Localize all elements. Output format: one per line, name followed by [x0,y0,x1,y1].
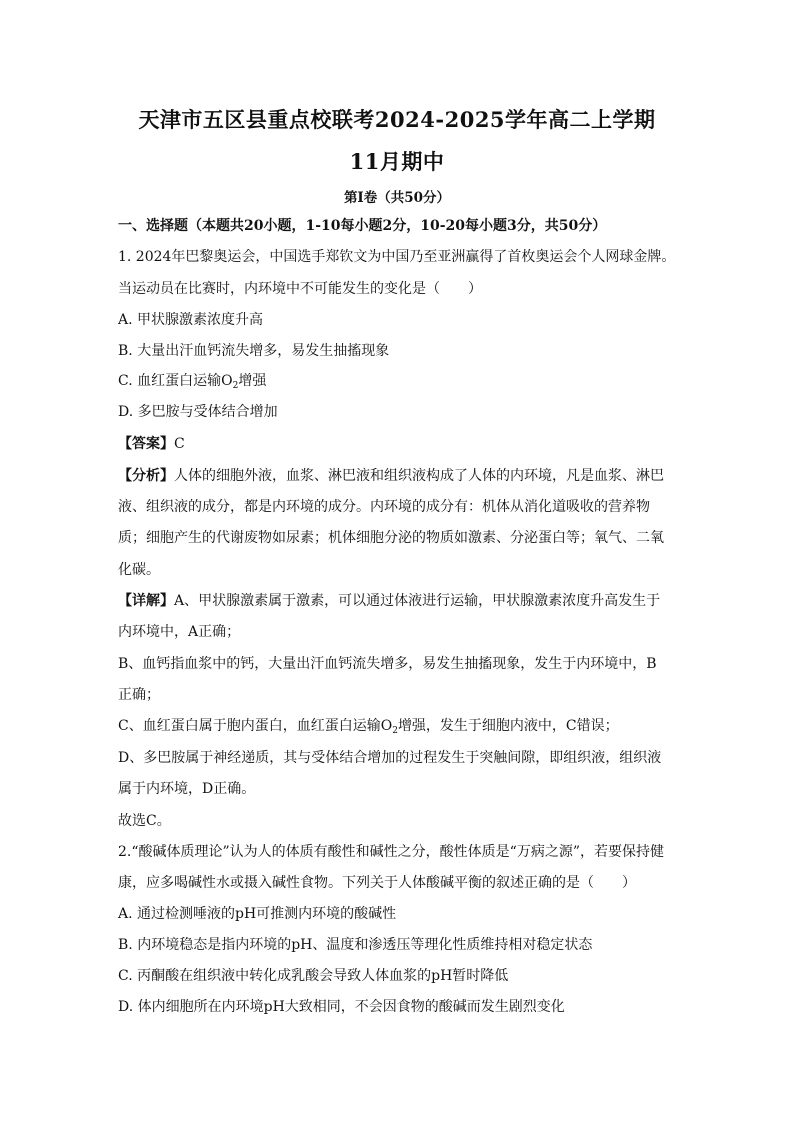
q1-stem-line2: 当运动员在比赛时，内环境中不可能发生的变化是（ ） [118,281,482,297]
document-title-line1: 天津市五区县重点校联考2024-2025学年高二上学期 [138,107,656,132]
q1-option-c-subscript: 2 [232,381,239,391]
detail-text: A、甲状腺激素属于激素，可以通过体液进行运输，甲状腺激素浓度升高发生于 [174,593,661,609]
q1-option-c [118,371,678,391]
q1-analysis-line1 [118,466,678,486]
detail-line5-text: C、血红蛋白属于胞内蛋白，血红蛋白运输O [118,718,393,734]
detail-line5-text-end: 增强，发生于细胞内液中，C错误； [397,718,619,734]
q1-detail-line3: B、血钙指血浆中的钙，大量出汗血钙流失增多，易发生抽搐现象，发生于内环境中，B [118,656,657,672]
q1-detail-line6: D、多巴胺属于神经递质，其与受体结合增加的过程发生于突触间隙，即组织液，组织液 [118,750,662,766]
detail-label: 【详解】 [118,593,174,609]
q2-stem-line1: 2.“酸碱体质理论”认为人的体质有酸性和碱性之分，酸性体质是“万病之源”，若要保持健 [118,844,664,860]
q1-option-c-text: C. 血红蛋白运输O [118,373,233,389]
q1-option-c-text-end: 增强 [238,373,267,389]
q2-option-a: A. 通过检测唾液的pH可推测内环境的酸碱性 [118,906,397,922]
q2-stem-line2: 康，应多喝碱性水或摄入碱性食物。下列关于人体酸碱平衡的叙述正确的是（ ） [118,875,636,891]
document-title-line2: 11月期中 [349,149,445,174]
answer-label: 【答案】 [118,436,174,452]
detail-line5-subscript: 2 [392,726,398,736]
q1-option-b: B. 大量出汗血钙流失增多，易发生抽搐现象 [118,343,390,359]
q1-analysis-line4: 化碳。 [118,562,160,578]
q1-detail-line5 [118,716,678,736]
q1-analysis-line3: 质；细胞产生的代谢废物如尿素；机体细胞分泌的物质如激素、分泌蛋白等；氧气、二氧 [118,530,664,546]
q2-option-d: D. 体内细胞所在内环境pH大致相同，不会因食物的酸碱而发生剧烈变化 [118,999,565,1015]
q1-detail-line4: 正确； [118,687,160,703]
analysis-label: 【分析】 [118,468,174,484]
q2-option-b: B. 内环境稳态是指内环境的pH、温度和渗透压等理化性质维持相对稳定状态 [118,937,593,953]
q1-detail-line7: 属于内环境，D正确。 [118,781,256,797]
section-heading: 第Ⅰ卷（共50分） [343,190,451,206]
analysis-text: 人体的细胞外液，血浆、淋巴液和组织液构成了人体的内环境，凡是血浆、淋巴 [174,468,664,484]
q1-stem-line1: 1. 2024年巴黎奥运会，中国选手郑钦文为中国乃至亚洲赢得了首枚奥运会个人网球金牌。 [118,249,676,265]
part-heading: 一、选择题（本题共20小题，1-10每小题2分，10-20每小题3分，共50分） [118,218,607,234]
q1-answer [118,434,678,454]
q2-option-c: C. 丙酮酸在组织液中转化成乳酸会导致人体血浆的pH暂时降低 [118,968,509,984]
q1-conclusion: 故选C。 [118,813,171,829]
q1-detail-line2: 内环境中，A正确； [118,624,241,640]
q1-option-d: D. 多巴胺与受体结合增加 [118,404,278,420]
q1-detail-line1 [118,591,678,611]
answer-value: C [174,436,185,452]
q1-option-a: A. 甲状腺激素浓度升高 [118,312,264,328]
q1-analysis-line2: 液、组织液的成分，都是内环境的成分。内环境的成分有：机体从消化道吸收的营养物 [118,499,650,515]
